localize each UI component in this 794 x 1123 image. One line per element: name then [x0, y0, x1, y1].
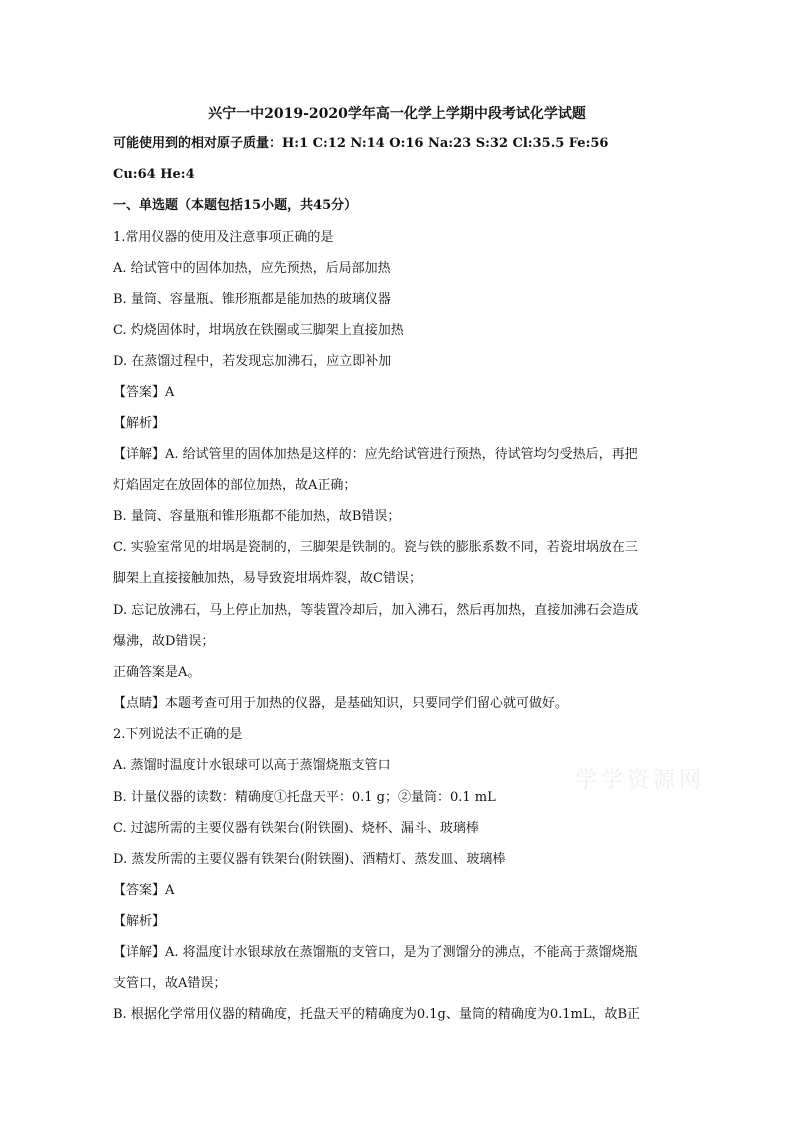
section-heading: 一、单选题（本题包括15小题，共45分） [113, 198, 358, 213]
q2-detail-line: 支管口，故A错误； [113, 976, 227, 991]
q1-detail-line: 脚架上直接接触加热，易导致瓷坩埚炸裂，故C错误； [113, 571, 422, 586]
q2-analysis-label: 【解析】 [113, 914, 166, 929]
q1-option-a: A. 给试管中的固体加热，应先预热，后局部加热 [113, 261, 391, 276]
q2-detail-line: B. 根据化学常用仪器的精确度，托盘天平的精确度为0.1g、量筒的精确度为0.1mL，故B正 [113, 1007, 641, 1022]
q1-option-c: C. 灼烧固体时，坩埚放在铁圈或三脚架上直接加热 [113, 323, 404, 338]
q1-detail-line: 【详解】A. 给试管里的固体加热是这样的：应先给试管进行预热，待试管均匀受热后，再把 [113, 447, 638, 462]
q2-option-a: A. 蒸馏时温度计水银球可以高于蒸馏烧瓶支管口 [113, 758, 391, 773]
q1-option-b: B. 量筒、容量瓶、锥形瓶都是能加热的玻璃仪器 [113, 292, 391, 307]
q2-option-d: D. 蒸发所需的主要仪器有铁架台(附铁圈)、酒精灯、蒸发皿、玻璃棒 [113, 852, 506, 867]
q1-detail-line: D. 忘记放沸石，马上停止加热，等装置冷却后，加入沸石，然后再加热，直接加沸石会造成 [113, 603, 639, 618]
q1-analysis-label: 【解析】 [113, 416, 166, 431]
q1-stem: 1.常用仪器的使用及注意事项正确的是 [113, 230, 334, 245]
q1-detail-line: B. 量筒、容量瓶和锥形瓶都不能加热，故B错误； [113, 509, 401, 524]
q1-comment: 【点睛】本题考查可用于加热的仪器，是基础知识，只要同学们留心就可做好。 [113, 696, 569, 711]
watermark-text: 学学资源网 [575, 768, 706, 793]
q1-detail-line: 爆沸，故D错误； [113, 634, 215, 649]
q2-option-c: C. 过滤所需的主要仪器有铁架台(附铁圈)、烧杯、漏斗、玻璃棒 [113, 821, 479, 836]
q2-answer: 【答案】A [113, 883, 175, 898]
q1-answer: 【答案】A [113, 385, 175, 400]
q1-conclusion: 正确答案是A。 [113, 665, 201, 680]
q1-detail-line: C. 实验室常见的坩埚是瓷制的，三脚架是铁制的。瓷与铁的膨胀系数不同，若瓷坩埚放在三 [113, 540, 638, 555]
q2-option-b: B. 计量仪器的读数：精确度①托盘天平：0.1 g；②量筒：0.1 mL [113, 790, 496, 805]
q1-detail-line: 灯焰固定在放固体的部位加热，故A正确； [113, 478, 357, 493]
atomic-masses-line-2: Cu:64 He:4 [113, 167, 195, 182]
exam-title: 兴宁一中2019-2020学年高一化学上学期中段考试化学试题 [208, 106, 586, 122]
q2-stem: 2.下列说法不正确的是 [113, 727, 243, 742]
atomic-masses-line-1: 可能使用到的相对原子质量：H:1 C:12 N:14 O:16 Na:23 S:32 Cl:35.5 Fe:56 [113, 136, 609, 151]
q1-option-d: D. 在蒸馏过程中，若发现忘加沸石，应立即补加 [113, 354, 392, 369]
q2-detail-line: 【详解】A. 将温度计水银球放在蒸馏瓶的支管口，是为了测馏分的沸点，不能高于蒸馏烧瓶 [113, 945, 638, 960]
